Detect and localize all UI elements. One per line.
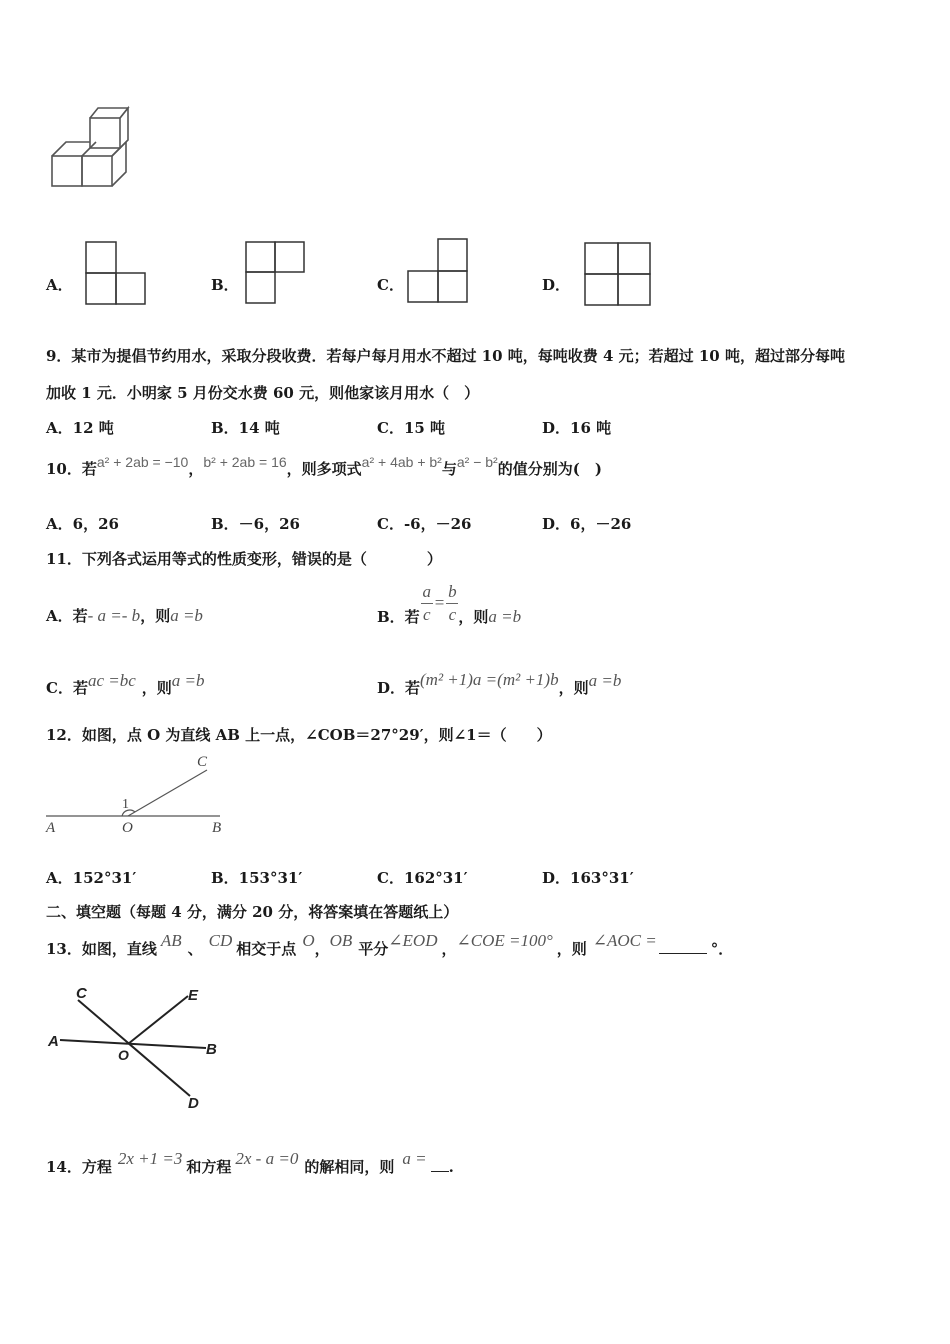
q12-label-b: B: [212, 820, 222, 836]
q13-comma2: ，: [441, 940, 457, 958]
q13-mid1: 相交于点: [236, 940, 297, 958]
q10-sep: ，: [188, 460, 204, 478]
q14-a: a =: [402, 1149, 427, 1168]
q10-and: 与: [441, 460, 457, 478]
q10-number: 10．若: [46, 460, 97, 478]
q13-stem: [46, 931, 734, 959]
q11-option-a: [46, 605, 203, 626]
q13-mid2: 平分: [358, 940, 389, 958]
q12-stem: 12．如图，点 O 为直线 AB 上一点，∠COB＝27°29′，则∠1＝（ ）: [46, 726, 552, 744]
q13-cd: CD: [208, 931, 233, 950]
q9-option-c: C．15 吨: [377, 419, 446, 437]
q14-eq1: 2x +1 =3: [117, 1149, 183, 1168]
q14-eq2: 2x - a =0: [235, 1149, 299, 1168]
q11-a-result: a =b: [170, 606, 203, 625]
q11-b-prefix: B．若: [377, 608, 420, 626]
option-c-label: C．: [377, 276, 404, 294]
q11-b-result: a =b: [488, 607, 522, 626]
q13-label-e: E: [188, 987, 199, 1004]
option-b-figure: [245, 241, 307, 305]
option-a-label: A．: [46, 276, 73, 294]
option-d-label: D．: [542, 276, 571, 294]
cube-stack-figure: [48, 104, 132, 190]
q11-c-result: a =b: [171, 671, 205, 690]
q13-answer-blank[interactable]: [659, 939, 707, 954]
q10-option-b: B．－6，26: [211, 515, 300, 533]
q13-label-c: C: [76, 985, 87, 1002]
q10-stem: [46, 454, 602, 479]
q11-c-condition: ac =bc: [87, 671, 136, 690]
q11-d-result: a =b: [588, 671, 622, 690]
option-c-figure: [407, 238, 469, 304]
q13-tail: °．: [710, 940, 734, 958]
q12-angle-figure: [44, 752, 229, 836]
q11-b-num-left: a: [422, 582, 432, 601]
option-a-figure: [85, 241, 147, 305]
q11-b-fraction-left: [421, 582, 433, 625]
q10-option-a: A．6，26: [46, 515, 119, 533]
q14-tail1: 的解相同，则: [304, 1158, 395, 1176]
q11-b-fraction-right: [446, 582, 458, 625]
q11-option-b: [377, 582, 521, 625]
q12-label-1: 1: [122, 797, 129, 812]
q9-stem-line1: 9．某市为提倡节约用水，采取分段收费．若每户每月用水不超过 10 吨，每吨收费 4 元；若超过 10 吨，超过部分每吨: [46, 347, 845, 365]
q11-stem: 11．下列各式运用等式的性质变形，错误的是（ ）: [46, 550, 442, 568]
q10-expr4: a² − b²: [456, 454, 498, 470]
q12-option-a: A．152°31′: [46, 869, 137, 887]
q11-b-den-left: c: [423, 605, 431, 624]
q10-tail: 的值分别为( ): [497, 460, 602, 478]
q11-d-prefix: D．若: [377, 679, 421, 697]
q11-a-prefix: A．若: [46, 607, 88, 625]
q13-label-a: A: [48, 1033, 59, 1050]
q13-label-d: D: [188, 1095, 199, 1112]
q11-option-d: [377, 670, 622, 698]
q10-mid: ，则多项式: [286, 460, 362, 478]
q11-a-then: ，则: [140, 607, 171, 625]
q14-number: 14．方程: [46, 1158, 112, 1176]
option-b-label: B．: [211, 276, 239, 294]
q13-label-o: O: [118, 1047, 129, 1063]
q13-comma1: ，: [314, 940, 330, 958]
q10-option-c: C．-6，－26: [377, 515, 472, 533]
q12-option-b: B．153°31′: [211, 869, 303, 887]
q10-expr3: a² + 4ab + b²: [361, 454, 442, 470]
q9-stem-line2: 加收 1 元．小明家 5 月份交水费 60 元，则他家该月用水（ ）: [46, 384, 480, 402]
q11-b-den-right: c: [448, 605, 457, 624]
q11-d-then: ，则: [558, 679, 589, 697]
q9-option-a: A．12 吨: [46, 419, 114, 437]
section2-title: 二、填空题（每题 4 分，满分 20 分，将答案填在答题纸上）: [46, 903, 459, 921]
q11-c-prefix: C．若: [46, 679, 88, 697]
q14-stem: [46, 1149, 454, 1177]
q12-option-d: D．163°31′: [542, 869, 634, 887]
q14-answer-blank[interactable]: [431, 1157, 449, 1172]
q13-mid3: ，则: [556, 940, 587, 958]
q10-expr1: a² + 2ab = −10: [96, 454, 189, 470]
q11-c-then: ，则: [141, 679, 172, 697]
q11-b-num-right: b: [448, 582, 457, 601]
q11-d-condition: (m² +1)a =(m² +1)b: [420, 670, 559, 689]
q14-mid: 和方程: [186, 1158, 232, 1176]
q11-option-c: [46, 671, 205, 698]
q10-expr2: b² + 2ab = 16: [203, 454, 287, 470]
q9-option-b: B．14 吨: [211, 419, 280, 437]
q12-label-a: A: [46, 820, 56, 836]
q12-label-c: C: [197, 754, 208, 770]
q11-b-equals: =: [434, 593, 445, 612]
q13-eod: ∠EOD: [388, 931, 438, 950]
q12-option-c: C．162°31′: [377, 869, 468, 887]
q14-tail2: .: [448, 1158, 454, 1176]
q13-o: O: [302, 931, 315, 950]
q11-b-then: ，则: [458, 608, 489, 626]
q10-option-d: D．6，－26: [542, 515, 632, 533]
q13-label-b: B: [206, 1041, 217, 1058]
q13-dun: 、: [187, 940, 203, 958]
q13-ab: AB: [160, 931, 182, 950]
q11-a-condition: - a =- b: [87, 606, 141, 625]
q13-lines-figure: [44, 982, 224, 1112]
q13-ob: OB: [329, 931, 353, 950]
q13-coe: ∠COE =100°: [456, 931, 553, 950]
option-d-figure: [584, 242, 652, 306]
q13-number: 13．如图，直线: [46, 940, 157, 958]
q9-option-d: D．16 吨: [542, 419, 612, 437]
q13-aoc: ∠AOC =: [592, 931, 657, 950]
q12-label-o: O: [122, 820, 133, 836]
